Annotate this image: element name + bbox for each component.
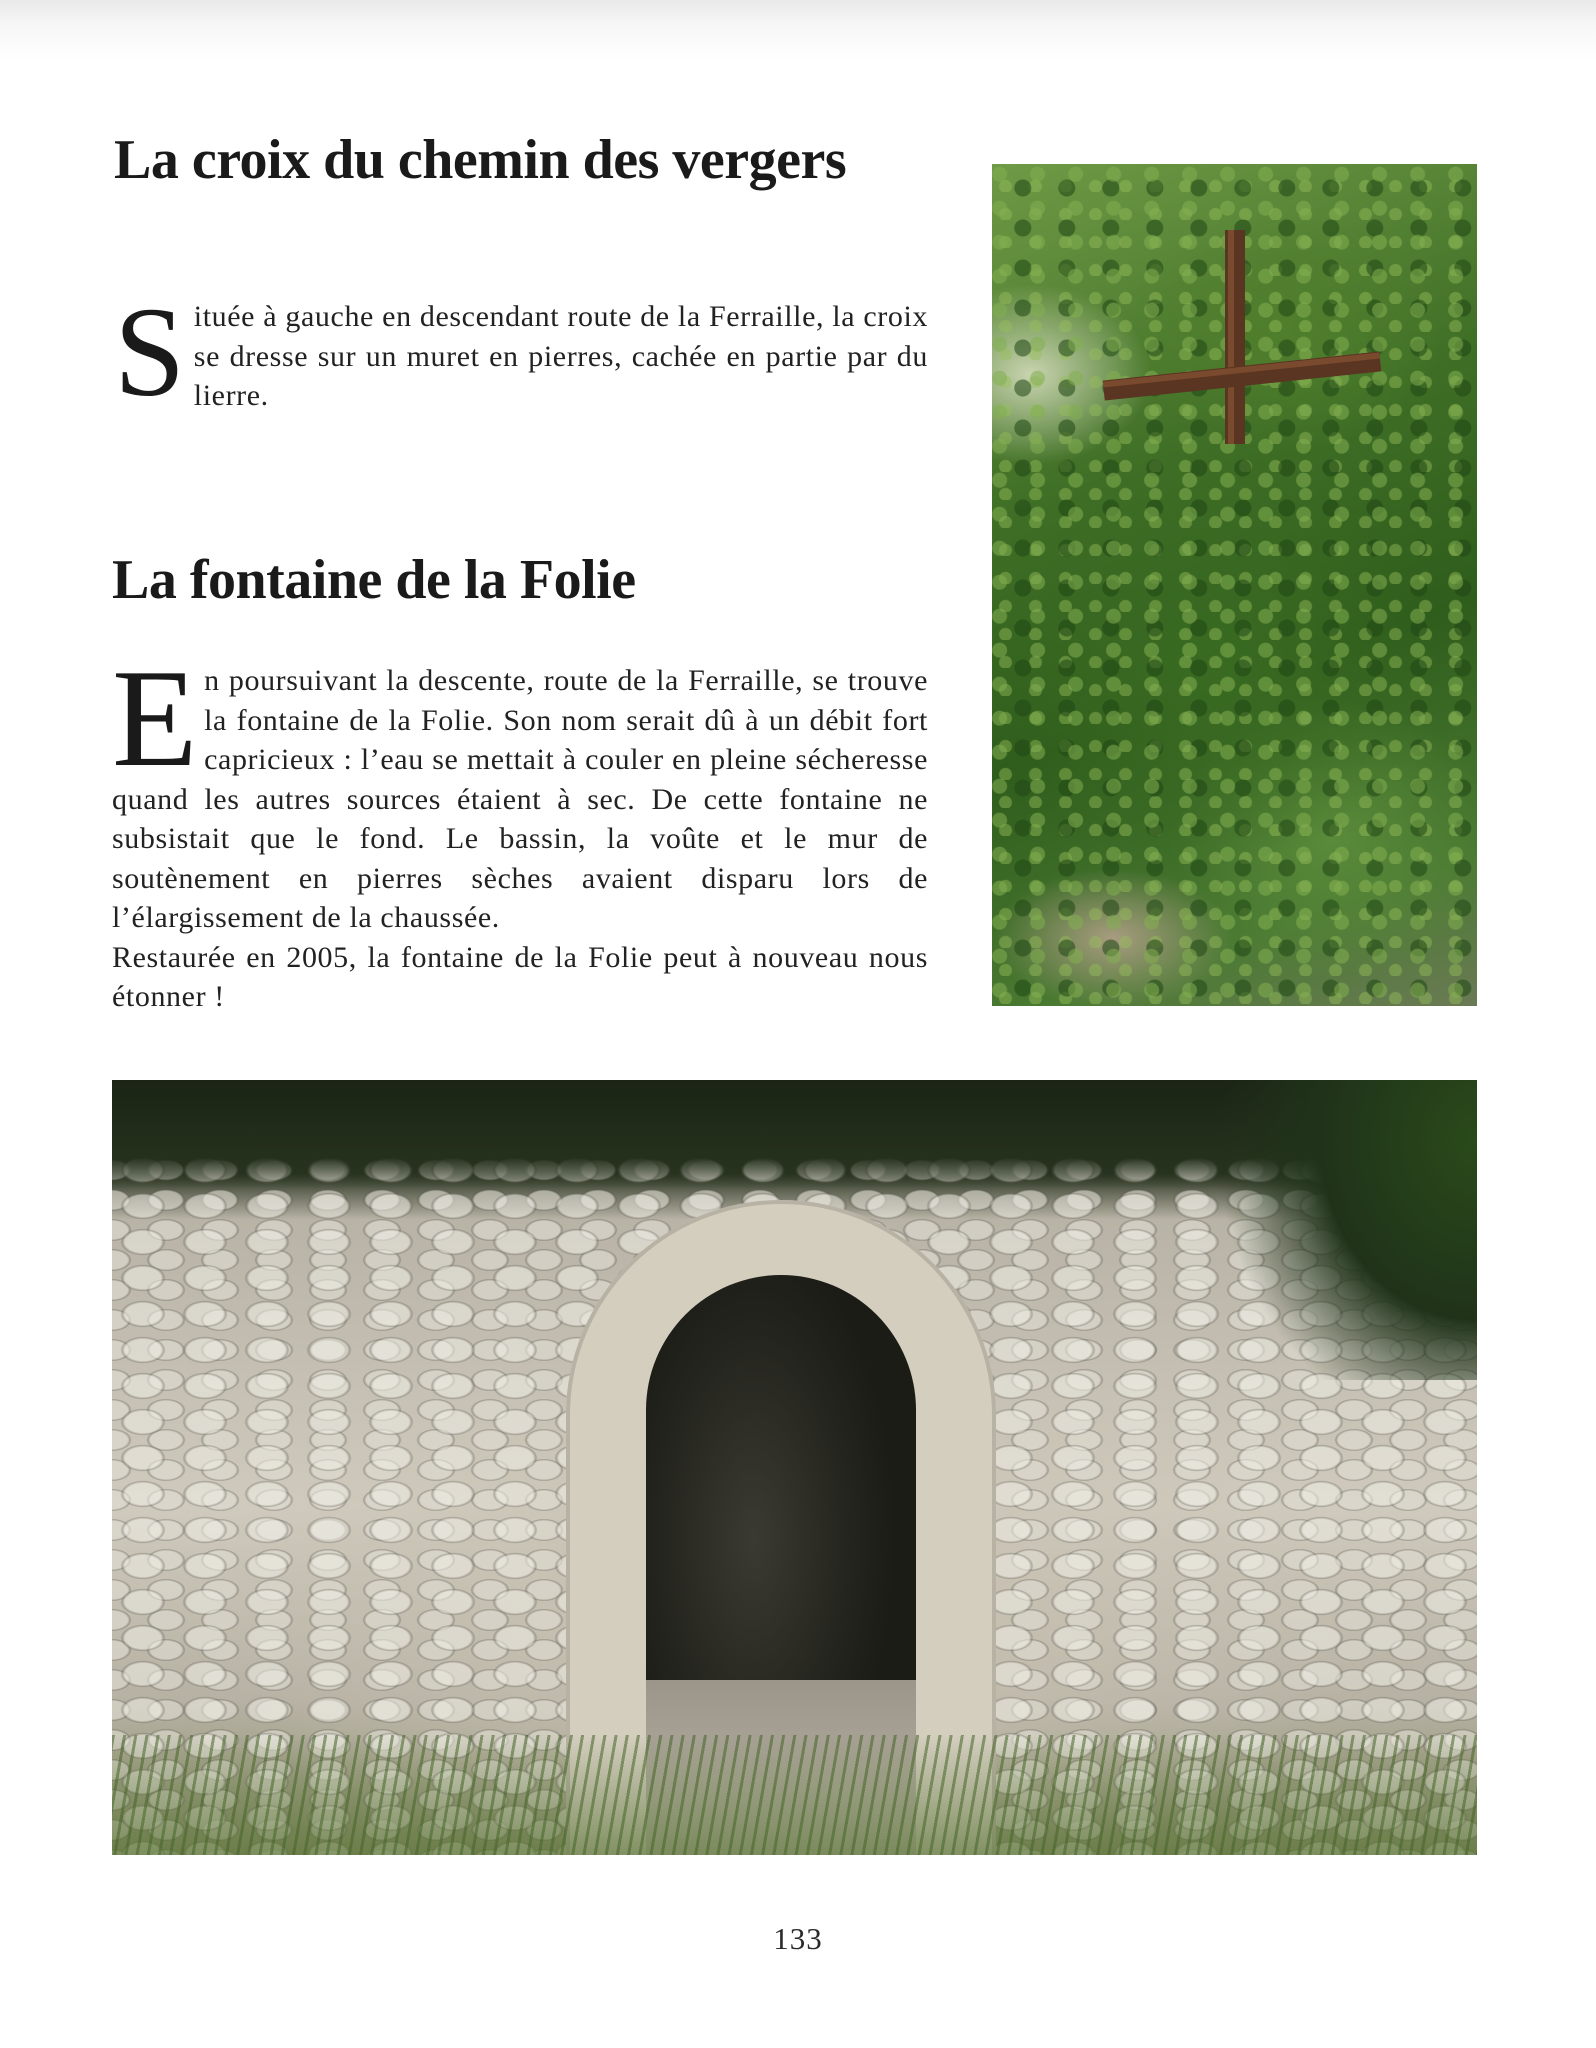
grass (112, 1735, 1477, 1855)
paragraph-croix (114, 281, 928, 423)
page-top-shadow (0, 0, 1596, 60)
foliage-right (1217, 1080, 1477, 1380)
paragraph-text: ituée à gauche en descendant route de la Ferraille, la croix se dresse sur un muret en pierres, cachée en partie par du lierre. (193, 300, 928, 412)
page-number: 133 (773, 1921, 823, 1956)
section-title-croix: La croix du chemin des vergers (114, 129, 847, 191)
photo-fountain (112, 1080, 1477, 1855)
iron-cross (992, 164, 1477, 1006)
photo-cross-ivy (992, 164, 1477, 1006)
paragraph-text: n poursuivant la descente, route de la Ferraille, se trouve la fontaine de la Folie. Son nom serait dû à un débit fort capricieux : l’eau se mettait à couler en pleine sécheresse quand les autres sources étaient à sec. De cette fontaine ne subsistait que le fond. Le bassin, la voûte et le mur de soutènement en pierres sèches avaient disparu lors de l’élargissement de la chaussée. (112, 664, 928, 934)
paragraph-text-last: Restaurée en 2005, la fontaine de la Folie peut à nouveau nous étonner ! (112, 940, 928, 1013)
paragraph-fontaine (112, 641, 928, 1017)
drop-cap: E (112, 641, 199, 796)
section-title-fontaine: La fontaine de la Folie (112, 549, 636, 611)
drop-cap: S (114, 281, 186, 423)
